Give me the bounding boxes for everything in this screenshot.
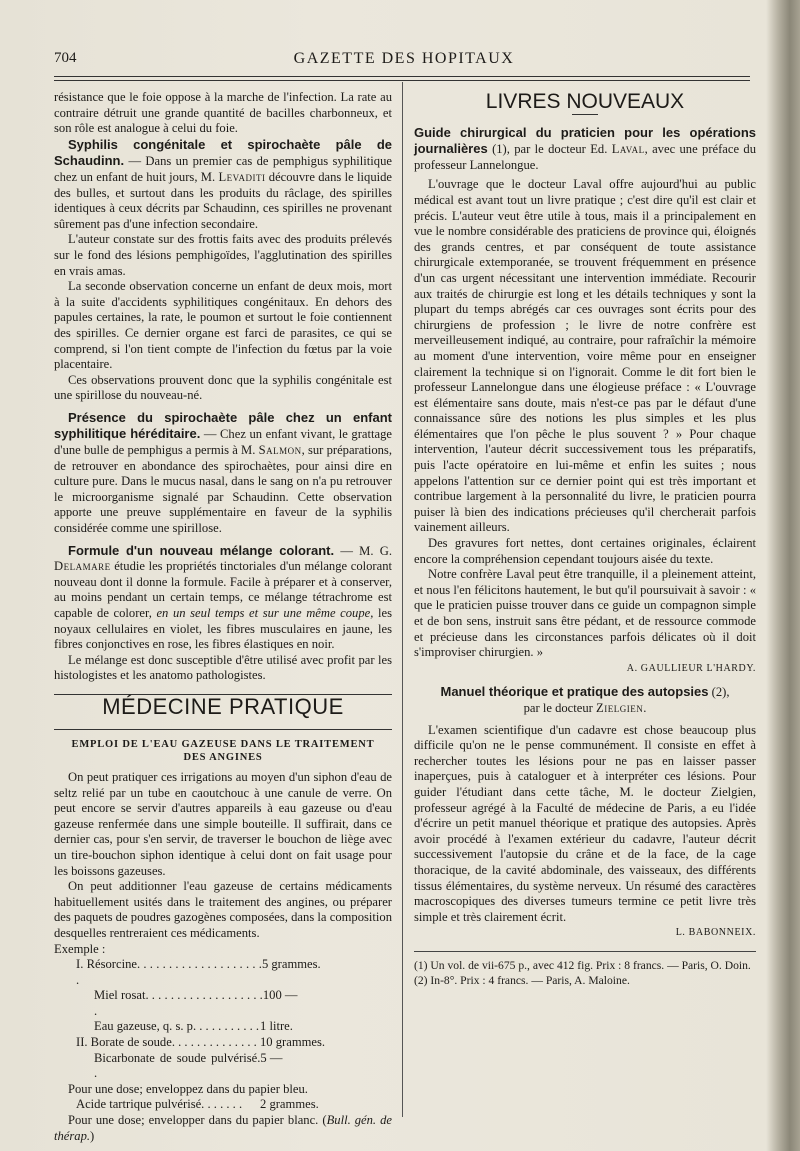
recipe-row xyxy=(54,1051,392,1082)
paragraph: L'ouvrage que le docteur Laval offre aujourd'hui au public médical est avant tout un livre pratique ; c'est dire qu'il est clair et précis. L'auteur veut être utile à tous, mais il a principalement en vue le nombre considérable des praticiens de province qui, éloignés des grands centres, et par conséquent de toute assistance chirurgicale extemporanée, se trouvent fréquemment en présence d'un cas urgent nécessitant une intervention immédiate. Recourir aux traités de chirurgie est long et les détails techniques y sont la plupart du temps abrégés car ces ouvrages sont écrits pour des chirurgiens de profession ; le livre de notre confrère est merveilleusement indiqué, au contraire, pour rafraîchir la mémoire au moment d'une intervention, voire même pour en enseigner clairement la technique si on l'ignorait. Comme le dit fort bien le professeur Lannelongue dans une élogieuse préface : « L'ouvrage est élémentaire sans doute, mais n'est-ce pas par le défaut d'une connaissance sûre des notions les plus simples et les plus élémentaires que l'on pêche le plus souvent ? » Pour chaque intervention, l'auteur décrit successivement tous les préparatifs, puis l'acte opératoire en lui-même et enfin les suites ; nous appelons l'attention sur ce dernier point qui est très important et contribue largement à la personnalité du livre, le praticien pourra puiser là bien des indications précieuses qu'il chercherait parfois vainement ailleurs. xyxy=(414,177,756,535)
paragraph xyxy=(54,1113,392,1144)
page-edge-shadow xyxy=(766,0,800,1151)
author-name: Salmon xyxy=(258,443,302,458)
article-title: Présence du spirochaète pâle chez un enfant syphilitique héréditaire. xyxy=(54,409,392,442)
recipe-item: Acide tartrique pulvérisé. . . . . . . xyxy=(76,1097,243,1112)
paragraph-text: ) xyxy=(90,1128,95,1143)
article-syphilis xyxy=(54,137,392,233)
recipe-row xyxy=(54,957,392,988)
book-review-1 xyxy=(414,125,756,174)
article-text: — M. G. xyxy=(340,543,392,558)
recipe-item: Miel rosat. . . . . . . . . . . . . . . . . . . . xyxy=(94,988,263,1018)
author-name: Laval xyxy=(611,142,645,157)
book-title: Manuel théorique et pratique des autopsies xyxy=(440,684,709,700)
footnote-ref: (2) xyxy=(711,685,727,700)
recipe-qty: 10 grammes. xyxy=(260,1035,326,1050)
recipe-row xyxy=(54,1097,392,1113)
recipe-qty: 5 — xyxy=(260,1050,283,1065)
section-title: MÉDECINE PRATIQUE xyxy=(102,693,344,719)
article-colorant xyxy=(54,543,392,653)
citation: Bull. gén. de thérap. xyxy=(54,1113,393,1143)
paragraph: Le mélange est donc susceptible d'être utilisé avec profit par les histologistes et les anatomo pathologistes. xyxy=(54,652,392,683)
footnote: (2) In-8°. Prix : 4 francs. — Paris, A. Maloine. xyxy=(414,973,630,987)
article-spirochaete xyxy=(54,410,392,537)
recipe-item: II. Borate de soude. . . . . . . . . . . . . . xyxy=(76,1035,257,1050)
right-column xyxy=(414,90,756,988)
paragraph: Des gravures fort nettes, dont certaines originales, éclairent encore la compréhension cependant toujours aisée du texte. xyxy=(414,536,756,566)
article-text: , sur préparations, de retrouver en abondance des spirochaètes, pour ainsi dire en culture pure. Dans le mucus nasal, dans le sang on n'a pu retrouver le microorganisme signalé par Schaudinn. Cette observation apporte une preuve supplémentaire en faveur de la syphilis considérée comme une spirillose. xyxy=(54,443,392,536)
italic-text: en un seul temps et sur une même coupe, xyxy=(156,606,374,620)
footnote-ref: (1) xyxy=(492,142,507,157)
paragraph: La seconde observation concerne un enfant de deux mois, mort à la suite d'accidents syphilitiques congénitaux. En dehors des papules certaines, la rate, le poumon et surtout le foie contiennent des spirilles. Ce dernier organe est farci de parasites, ce qui se comprend, si l'on tient compte de l'infection du fœtus par la voie placentaire. xyxy=(54,279,392,372)
recipe-qty: 2 grammes. xyxy=(260,1097,319,1112)
recipe-qty: 5 grammes. xyxy=(261,957,321,972)
subheading: EMPLOI DE L'EAU GAZEUSE DANS LE TRAITEMENT DES ANGINES xyxy=(71,738,375,763)
book-title: Guide chirurgical du praticien pour les opérations journalières xyxy=(414,124,756,157)
author-name: Levaditi xyxy=(218,169,266,184)
paragraph: L'auteur constate sur des frottis faits avec des produits prélevés sur le fond des lésions pemphigoïdes, l'agglutination des spirilles en vrais amas. xyxy=(54,232,392,278)
article-title: Syphilis congénitale et spirochaète pâle de Schaudinn. xyxy=(54,136,392,169)
paragraph: Ces observations prouvent donc que la syphilis congénitale est une spirillose du nouveau-né. xyxy=(54,372,392,403)
recipe-row xyxy=(54,1019,392,1035)
footnote: (1) Un vol. de vii-675 p., avec 412 fig. Prix : 8 francs. — Paris, O. Doin. xyxy=(414,958,751,972)
recipe-qty: 100 — xyxy=(262,988,298,1003)
author-name: Delamare xyxy=(54,559,111,574)
book-meta: , par le docteur Ed. xyxy=(506,142,608,157)
section-banner-medecine xyxy=(54,694,392,730)
header-rule-bottom xyxy=(54,80,750,81)
article-text: découvre dans le liquide des bulles, et surtout dans les produits du râclage, des spirilles identiques à ceux décrits par Schaudinn, ces spirilles ne provenant sûrement pas d'une infection secondaire. xyxy=(54,169,392,231)
recipe-row xyxy=(54,988,392,1019)
article-text: — Chez un enfant vivant, le grattage d'une bulle de pemphigus a permis à M. xyxy=(54,427,392,458)
page-header xyxy=(54,50,754,74)
banner-dash xyxy=(572,114,598,115)
recipe-list xyxy=(54,1097,392,1113)
paragraph-text: Pour une dose; envelopper dans du papier blanc. ( xyxy=(68,1113,327,1128)
paragraph: Notre confrère Laval peut être tranquille, il a pleinement atteint, et nous l'en félicitons hautement, le but qu'il poursuivait à savoir : « que le praticien puisse trouver dans ce guide un compagnon simple et de bon sens, instruit sans être pédant, et de ressource commode et précieuse dans les circonstances parfois délicates où il doit s'improviser chirurgien. » xyxy=(414,567,756,660)
paragraph: Pour une dose; enveloppez dans du papier bleu. xyxy=(68,1081,308,1096)
recipe-item: I. Résorcine. . . . . . . . . . . . . . . . . . . . . xyxy=(76,957,262,987)
header-rule-top xyxy=(54,76,750,77)
paragraph: On peut additionner l'eau gazeuse de certains médicaments habituellement usités dans le traitement des angines, ou préparer des paquets de poudres gazogènes composées, dans la composition desquelles rentreraient ces médicaments. xyxy=(54,879,392,940)
section-banner-livres: LIVRES NOUVEAUX xyxy=(485,90,685,113)
recipe-qty: 1 litre. xyxy=(260,1019,293,1034)
book-meta: , avec une préface du professeur Lannelongue. xyxy=(414,142,757,172)
article-title: Formule d'un nouveau mélange colorant. xyxy=(68,542,335,558)
article-text: étudie les propriétés tinctoriales d'un mélange colorant nouveau dont il donne la formule. Facile à préparer et à conserver, au moins pendant un certain temps, ce mélange tétrachrome est capable de colorer, xyxy=(54,559,392,620)
signature: A. GAULLIEUR L'HARDY. xyxy=(626,662,756,674)
paragraph: On peut pratiquer ces irrigations au moyen d'un siphon d'eau de seltz relié par un tube en caoutchouc à une canule de verre. On peut encore se servir d'autres appareils à eau gazeuse ou d'eau gazeuse renfermée dans une simple bouteille. Il suffirait, dans ce dernier cas, pour s'en servir, de traverser le bouchon de liège avec un tire-bouchon siphon identique à celui dont on fait usage pour les boissons gazeuses. xyxy=(54,769,392,878)
recipe-item: Eau gazeuse, q. s. p. . . . . . . . . . . xyxy=(94,1019,260,1034)
column-divider xyxy=(402,82,403,1117)
article-text: — Dans un premier cas de pemphigus syphilitique chez un enfant de huit jours, M. xyxy=(54,154,392,184)
running-title: GAZETTE DES HOPITAUX xyxy=(293,50,515,67)
example-label: Exemple : xyxy=(54,941,106,956)
recipe-row xyxy=(54,1035,392,1051)
signature: L. BABONNEIX. xyxy=(675,927,756,939)
book-review-2: Manuel théorique et pratique des autopsies (2), par le docteur Zielgien. xyxy=(440,684,730,715)
recipe-item: Bicarbonate de soude pulvérisé. . xyxy=(94,1050,261,1081)
article-text: les noyaux cellulaires en violet, les fibres musculaires en jaune, les fibres conjonctives en rose, les fibres élastiques en noir. xyxy=(54,606,392,652)
page-number: 704 xyxy=(54,50,77,66)
book-meta: par le docteur xyxy=(523,700,593,715)
footnote-rule xyxy=(414,951,756,952)
author-name: Zielgien xyxy=(596,700,644,715)
recipe-list xyxy=(54,957,392,1082)
left-column xyxy=(54,90,392,1144)
paragraph: L'examen scientifique d'un cadavre est chose beaucoup plus difficile qu'on ne le pense communément. Il consiste en effet à rechercher toutes les lésions pour ne pas en laisser passer inaperçues, puis à cataloguer et à interpréter ces lésions. Pour guider l'étudiant dans cette tâche, M. le docteur Zielgien, professeur agrégé à la Faculté de médecine de Paris, a eu l'idée d'écrire un petit manuel théorique et pratique des autopsies. Après avoir procédé à l'examen extérieur du cadavre, l'auteur décrit successivement l'autopsie du crâne et de la face, de la cage thoracique, de la cavité abdominale, des vaisseaux, des différents tissus élémentaires, du système nerveux. Un résumé des caractères macroscopiques des diverses tumeurs termine ce petit livre très simple et très clairement écrit. xyxy=(414,722,756,924)
intro-paragraph: résistance que le foie oppose à la marche de l'infection. La rate au contraire détruit une grande quantité de bacilles charbonneux, et son rôle est analogue à celui du foie. xyxy=(54,90,392,136)
